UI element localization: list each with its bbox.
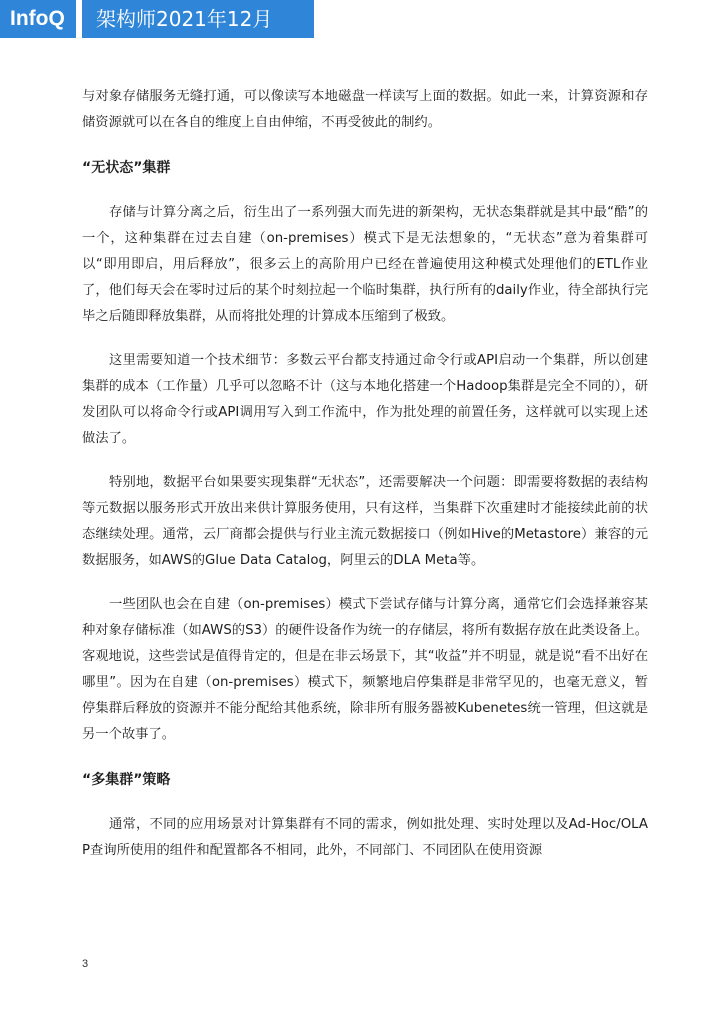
paragraph: 存储与计算分离之后，衍生出了一系列强大而先进的新架构，无状态集群就是其中最“酷”的一个，这种集群在过去自建（on-premises）模式下是无法想象的，“无状态”意为着集群可以“即用即启，用后释放”，很多云上的高阶用户已经在普遍使用这种模式处理他们的ETL作业了，他们每天会在零时过后的某个时刻拉起一个临时集群，执行所有的daily作业，待全部执行完毕之后随即释放集群，从而将批处理的计算成本压缩到了极致。 xyxy=(82,205,648,324)
infoq-logo: InfoQ xyxy=(0,0,76,38)
page-number: 3 xyxy=(82,958,89,970)
article-body xyxy=(82,84,648,864)
paragraph: 一些团队也会在自建（on-premises）模式下尝试存储与计算分离，通常它们会选择兼容某种对象存储标准（如AWS的S3）的硬件设备作为统一的存储层，将所有数据存放在此类设备上。客观地说，这些尝试是值得肯定的，但是在非云场景下，其“收益”并不明显，就是说“看不出好在哪里”。因为在自建（on-premises）模式下，频繁地启停集群是非常罕见的，也毫无意义，暂停集群后释放的资源并不能分配给其他系统，除非所有服务器被Kubenetes统一管理，但这就是另一个故事了。 xyxy=(82,597,648,742)
intro-paragraph: 与对象存储服务无缝打通，可以像读写本地磁盘一样读写上面的数据。如此一来，计算资源和存储资源就可以在各自的维度上自由伸缩，不再受彼此的制约。 xyxy=(82,89,648,130)
issue-title: 架构师2021年12月 xyxy=(82,0,314,38)
paragraph: 通常，不同的应用场景对计算集群有不同的需求，例如批处理、实时处理以及Ad-Hoc/OLAP查询所使用的组件和配置都各不相同，此外，不同部门、不同团队在使用资源 xyxy=(82,817,648,858)
paragraph: 特别地，数据平台如果要实现集群“无状态”，还需要解决一个问题：即需要将数据的表结构等元数据以服务形式开放出来供计算服务使用，只有这样，当集群下次重建时才能接续此前的状态继续处理。通常，云厂商都会提供与行业主流元数据接口（例如Hive的Metastore）兼容的元数据服务，如AWS的Glue Data Catalog，阿里云的DLA Meta等。 xyxy=(82,475,648,568)
page-header xyxy=(0,0,725,38)
section-heading-stateless-cluster: “无状态”集群 xyxy=(82,160,171,176)
section-heading-multi-cluster: “多集群”策略 xyxy=(82,772,171,788)
paragraph: 这里需要知道一个技术细节：多数云平台都支持通过命令行或API启动一个集群，所以创建集群的成本（工作量）几乎可以忽略不计（这与本地化搭建一个Hadoop集群是完全不同的），研发团队可以将命令行或API调用写入到工作流中，作为批处理的前置任务，这样就可以实现上述做法了。 xyxy=(82,353,648,446)
